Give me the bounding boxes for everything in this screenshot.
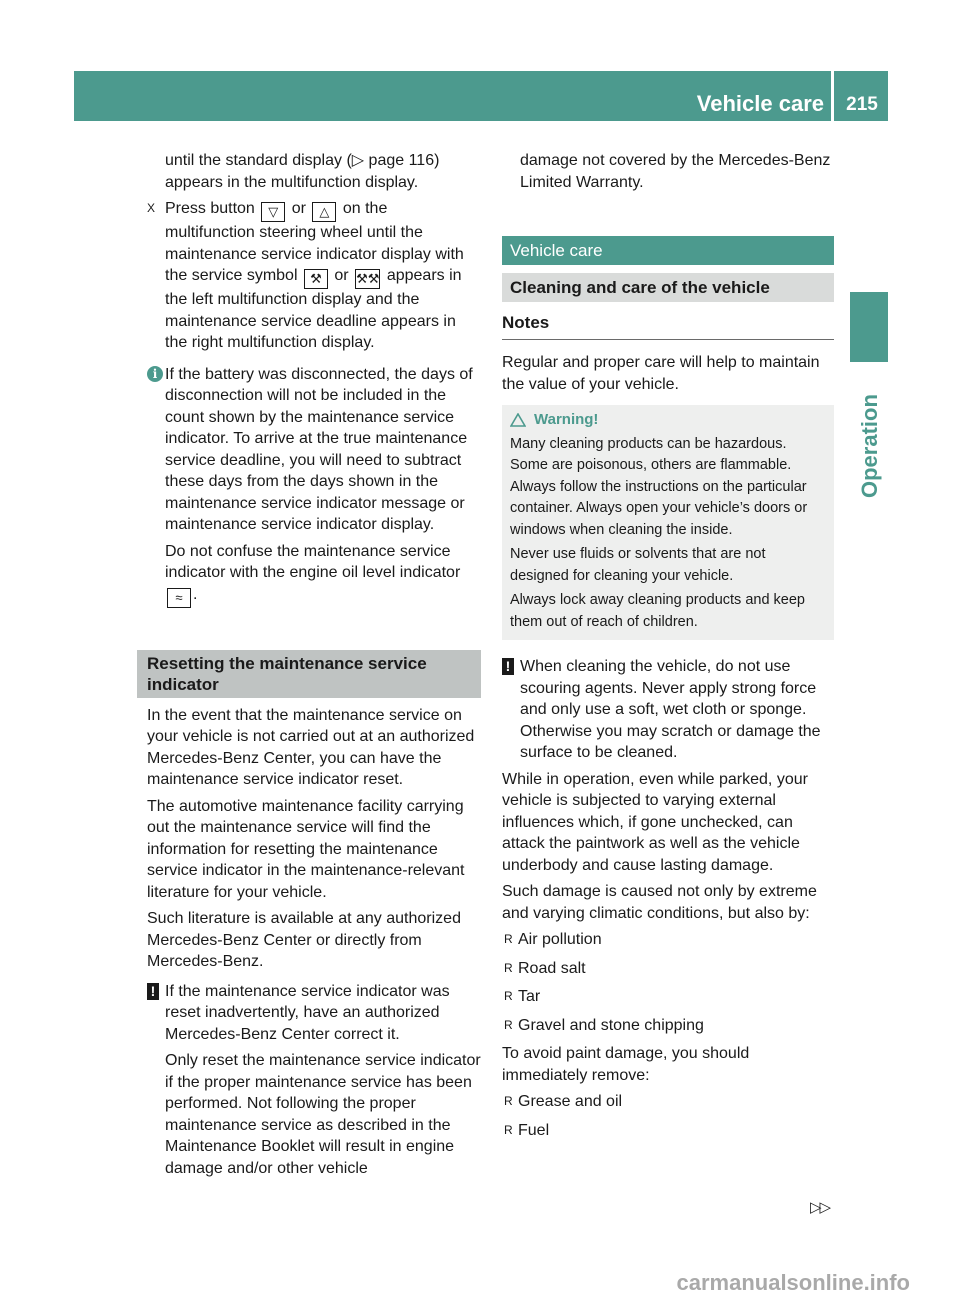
info-note-second: Do not confuse the maintenance service indicator with the engine oil level indicator ≈ . (165, 541, 481, 608)
header-title: Vehicle care (696, 91, 824, 116)
watermark: carmanualsonline.info (676, 1270, 910, 1295)
button-down-icon: △ (312, 202, 336, 222)
warning-header: Warning! (510, 409, 828, 431)
info-note: i If the battery was disconnected, the days of disconnection will not be included in the count shown by the maintenance service indicator. To arrive at the true maintenance service deadline, you will need to subtract these days from the days shown in the maintenance service indicator message or maintenance service indicator display. Do not confuse the maintenance service indicator with the engine oil level indicator ≈ . (147, 364, 481, 608)
button-up-icon: ▽ (261, 202, 285, 222)
right-column (502, 150, 834, 1148)
warning-box: Warning! Many cleaning products can be hazardous. Some are poisonous, others are flammable. Always follow the instructions on the particular container. Always open your vehicle’s doors or windows when cleaning the inside. Never use fluids or solvents that are not designed for cleaning your vehicle. Always lock away cleaning products and keep them out of reach of children. (502, 405, 834, 640)
wrench-icon: ⚒ (304, 269, 328, 289)
subsection-heading: Notes (502, 312, 834, 340)
continue-arrow-icon: ▷▷ (810, 1199, 830, 1216)
side-tab-marker (850, 292, 888, 362)
paragraph: Regular and proper care will help to maintain the value of your vehicle. (502, 354, 820, 393)
page-number: 215 (846, 94, 878, 115)
bullet-icon: R (504, 989, 513, 1003)
left-column (147, 150, 481, 1184)
bullet-icon: R (504, 960, 513, 975)
paragraph: In the event that the maintenance service on your vehicle is not carried out at an authorized Mercedes-Benz Center, you can have the maintenance service indicator reset. (147, 706, 475, 788)
caution-note: ! When cleaning the vehicle, do not use scouring agents. Never apply strong force and only use a soft, wet cloth or sponge. Otherwise you may scratch or damage the surface to be cleaned. (502, 656, 834, 764)
list-item: R Gravel and stone chipping (502, 1015, 834, 1037)
double-wrench-icon: ⚒⚒ (355, 269, 380, 289)
step-marker-icon: X (147, 201, 156, 215)
info-icon: i (147, 366, 163, 382)
paragraph-continued: damage not covered by the Mercedes-Benz Limited Warranty. (520, 152, 831, 191)
section-heading: Cleaning and care of the vehicle (502, 273, 834, 302)
list-item: R Grease and oil (502, 1091, 834, 1113)
warning-triangle-icon (510, 413, 526, 427)
list-remove (502, 1091, 834, 1141)
list-item: R Air pollution (502, 929, 834, 951)
bullet-icon: R (504, 1017, 513, 1032)
paragraph: Such literature is available at any authorized Mercedes-Benz Center or directly from Mercedes-Benz. (147, 910, 461, 970)
chapter-heading: Vehicle care (502, 236, 834, 265)
list-item: R Tar (502, 986, 834, 1008)
caution-icon: ! (502, 658, 514, 675)
list-climatic (502, 929, 834, 1036)
paragraph: Such damage is caused not only by extreme and varying climatic conditions, but also by: (502, 883, 817, 922)
paragraph: The automotive maintenance facility carrying out the maintenance service will find the information for resetting the maintenance service indicator in the maintenance-relevant literature for your vehicle. (147, 797, 465, 901)
oil-level-icon: ≈ (167, 588, 191, 608)
paragraph: To avoid paint damage, you should immediately remove: (502, 1045, 750, 1084)
header-separator (831, 71, 834, 121)
list-item: R Fuel (502, 1120, 834, 1142)
caution-note: ! If the maintenance service indicator was reset inadvertently, have an authorized Mercedes-Benz Center correct it. Only reset the maintenance service indicator if the proper maintenance service has been performed. Not following the proper maintenance service as described in the Maintenance Booklet will result in engine damage and/or other vehicle (147, 981, 481, 1180)
list-item: R Road salt (502, 958, 834, 980)
section-heading: Resetting the maintenance service indicator (137, 650, 481, 698)
paragraph-continued: until the standard display (▷ page 116) appears in the multifunction display. (165, 152, 440, 191)
instruction-step: X Press button ▽ or △ on the multifunction steering wheel until the maintenance service indicator display with the service symbol ⚒ or ⚒⚒ appears in the left multifunction display and the maintenance service deadline appears in the right multifunction display. (147, 200, 464, 351)
paragraph: While in operation, even while parked, your vehicle is subjected to varying external influences which, if gone unchecked, can attack the paintwork as well as the vehicle underbody and cause lasting damage. (502, 770, 808, 874)
caution-icon: ! (147, 983, 159, 1000)
bullet-icon: R (504, 1122, 513, 1137)
bullet-icon: R (504, 932, 513, 946)
side-tab-label: Operation (857, 394, 882, 498)
page-ref-arrow-icon: ▷ (351, 152, 365, 169)
bullet-icon: R (504, 1094, 513, 1108)
